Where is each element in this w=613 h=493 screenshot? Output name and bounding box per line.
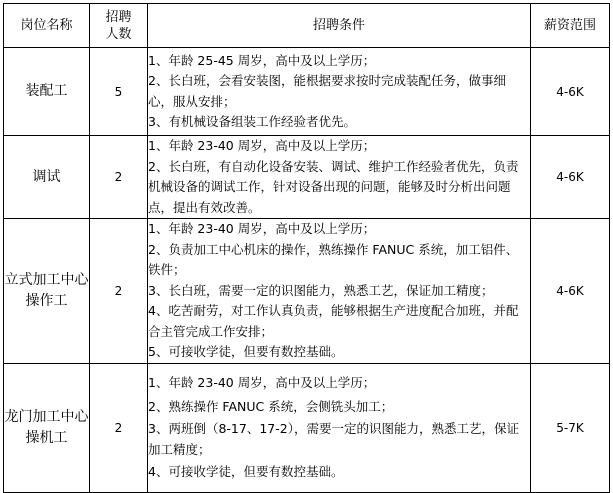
header-count-line2: 人数 [105, 26, 132, 42]
header-count-line1: 招聘 [105, 9, 132, 25]
position-name: 立式加工中心操作工 [4, 219, 90, 364]
condition-line: 1、年龄 23-40 周岁，高中及以上学历； [148, 375, 376, 390]
condition-line: 4、吃苦耐劳，对工作认真负责，能够根据生产进度配合加班，并配合主管完成工作安排； [148, 303, 519, 339]
condition-line: 1、年龄 23-40 周岁，高中及以上学历； [148, 138, 376, 153]
condition-line: 5、可接收学徒，但要有数控基础。 [148, 344, 344, 359]
header-count [90, 4, 148, 48]
hire-count: 2 [90, 219, 148, 364]
conditions-cell [148, 136, 531, 219]
hire-count: 5 [90, 48, 148, 136]
condition-line: 2、长白班，有自动化设备安装、调试、维护工作经验者优先，负责机械设备的调试工作，针对设备出现的问题，能够及时分析出问题点，提出有效改善。 [148, 158, 519, 215]
condition-line: 4、可接收学徒，但要有数控基础。 [148, 464, 344, 479]
recruitment-table [3, 3, 610, 493]
table-row [4, 219, 610, 364]
hire-count: 2 [90, 363, 148, 492]
conditions-cell [148, 363, 531, 492]
salary-range: 4-6K [531, 48, 610, 136]
condition-line: 1、年龄 23-40 周岁，高中及以上学历； [148, 221, 376, 236]
table-row [4, 363, 610, 492]
header-conditions: 招聘条件 [148, 4, 531, 48]
condition-line: 2、熟练操作 FANUC 系统，会侧铣头加工； [148, 399, 394, 414]
table-row [4, 136, 610, 219]
table-row [4, 48, 610, 136]
salary-range: 4-6K [531, 219, 610, 364]
conditions-cell [148, 219, 531, 364]
salary-range: 5-7K [531, 363, 610, 492]
table-header-row [4, 4, 610, 48]
condition-line: 3、两班倒（8-17、17-2），需要一定的识图能力，熟悉工艺，保证加工精度； [148, 421, 519, 457]
condition-line: 3、有机械设备组装工作经验者优先。 [148, 114, 356, 129]
condition-line: 2、负责加工中心机床的操作，熟练操作 FANUC 系统，加工铝件、铁件； [148, 241, 519, 277]
header-position: 岗位名称 [4, 4, 90, 48]
position-name: 调试 [4, 136, 90, 219]
conditions-cell [148, 48, 531, 136]
condition-line: 2、长白班，会看安装图，能根据要求按时完成装配任务，做事细心，服从安排； [148, 73, 506, 109]
hire-count: 2 [90, 136, 148, 219]
condition-line: 3、长白班，需要一定的识图能力，熟悉工艺，保证加工精度； [148, 282, 494, 298]
header-salary: 薪资范围 [531, 4, 610, 48]
position-name: 龙门加工中心操机工 [4, 363, 90, 492]
position-name: 装配工 [4, 48, 90, 136]
salary-range: 4-6K [531, 136, 610, 219]
condition-line: 1、年龄 25-45 周岁，高中及以上学历； [148, 52, 376, 68]
